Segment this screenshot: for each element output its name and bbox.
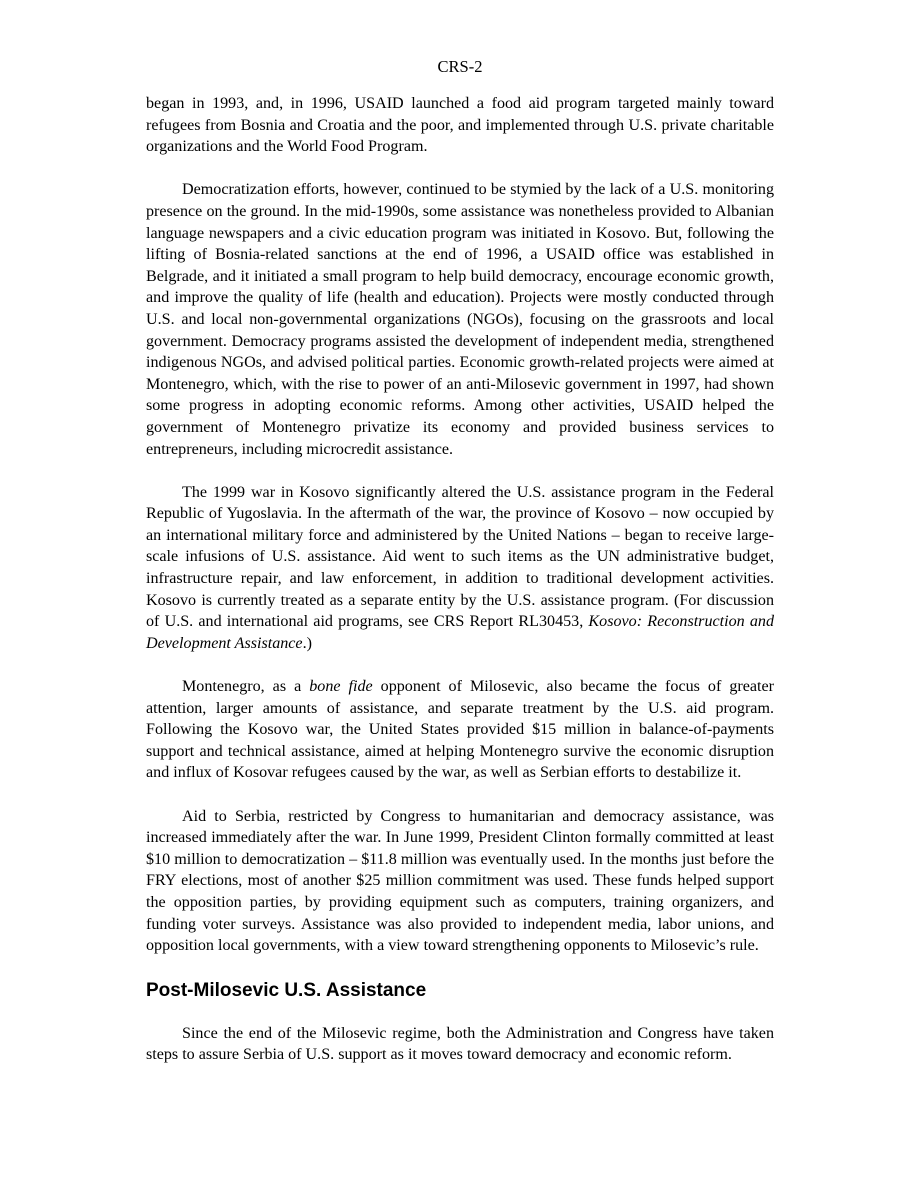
paragraph-serbia-aid: Aid to Serbia, restricted by Congress to humanitarian and democracy assistance, was increased immediately after the war. In June 1999, President Clinton formally committed at least $10 million to democratization – $11.8 million was eventually used. In the months just before the FRY elections, most of another $25 million commitment was used. These funds helped support the opposition parties, by providing equipment such as computers, training organizers, and funding voter surveys. Assistance was also provided to independent media, labor unions, and opposition local governments, with a view toward strengthening opponents to Milosevic’s rule.	[146, 807, 774, 955]
paragraph-post-milosevic: Since the end of the Milosevic regime, both the Administration and Congress have taken steps to assure Serbia of U.S. support as it moves toward democracy and economic reform.	[146, 1024, 774, 1064]
paragraph-food-aid: began in 1993, and, in 1996, USAID launched a food aid program targeted mainly toward refugees from Bosnia and Croatia and the poor, and implemented through U.S. private charitable organizations and the World Food Program.	[146, 95, 774, 156]
paragraph-montenegro-text: opponent of Milosevic, also became the focus of greater attention, larger amounts of assistance, and separate treatment by the U.S. aid program. Following the Kosovo war, the United States provided $15 million in balance-of-payments support and technical assistance, aimed at helping Montenegro survive the economic disruption and influx of Kosovar refugees caused by the war, as well as Serbian efforts to destabilize it.	[146, 678, 774, 782]
section-heading-post-milosevic: Post-Milosevic U.S. Assistance	[146, 979, 427, 1001]
paragraph-kosovo-war-text: The 1999 war in Kosovo significantly altered the U.S. assistance program in the Federal Republic of Yugoslavia. In the aftermath of the war, the province of Kosovo – now occupied by an international military force and administered by the United Nations – began to receive large-scale infusions of U.S. assistance. Aid went to such items as the UN administrative budget, infrastructure repair, and law enforcement, in addition to traditional development activities. Kosovo is currently treated as a separate entity by the U.S. assistance program. (For discussion of U.S. and international aid programs, see CRS Report RL30453,	[146, 483, 774, 631]
paragraph-democratization: Democratization efforts, however, continued to be stymied by the lack of a U.S. monitoring presence on the ground. In the mid-1990s, some assistance was nonetheless provided to Albanian language newspapers and a civic education program was initiated in Kosovo. But, following the lifting of Bosnia-related sanctions at the end of 1996, a USAID office was established in Belgrade, and it initiated a small program to help build democracy, encourage economic growth, and improve the quality of life (health and education). Projects were mostly conducted through U.S. and local non-governmental organizations (NGOs), focusing on the grassroots and local government. Democracy programs assisted the development of independent media, strengthened indigenous NGOs, and advised political parties. Economic growth-related projects were aimed at Montenegro, which, with the rise to power of an anti-Milosevic government in 1997, had shown some progress in adopting economic reforms. Among other activities, USAID helped the government of Montenegro privatize its economy and provided business services to entrepreneurs, including microcredit assistance.	[146, 181, 774, 458]
paragraph-montenegro	[146, 676, 774, 784]
paragraph-kosovo-war	[146, 482, 774, 655]
page-number-header: CRS-2	[437, 57, 483, 76]
report-title-italic: Kosovo: Reconstruction and Development Assistance	[146, 613, 774, 652]
paragraph-montenegro-lead: Montenegro, as a	[182, 678, 310, 696]
paragraph-kosovo-war-closing: .)	[302, 634, 312, 652]
document-page	[146, 56, 774, 1088]
bone-fide-italic: bone fide	[309, 678, 373, 696]
